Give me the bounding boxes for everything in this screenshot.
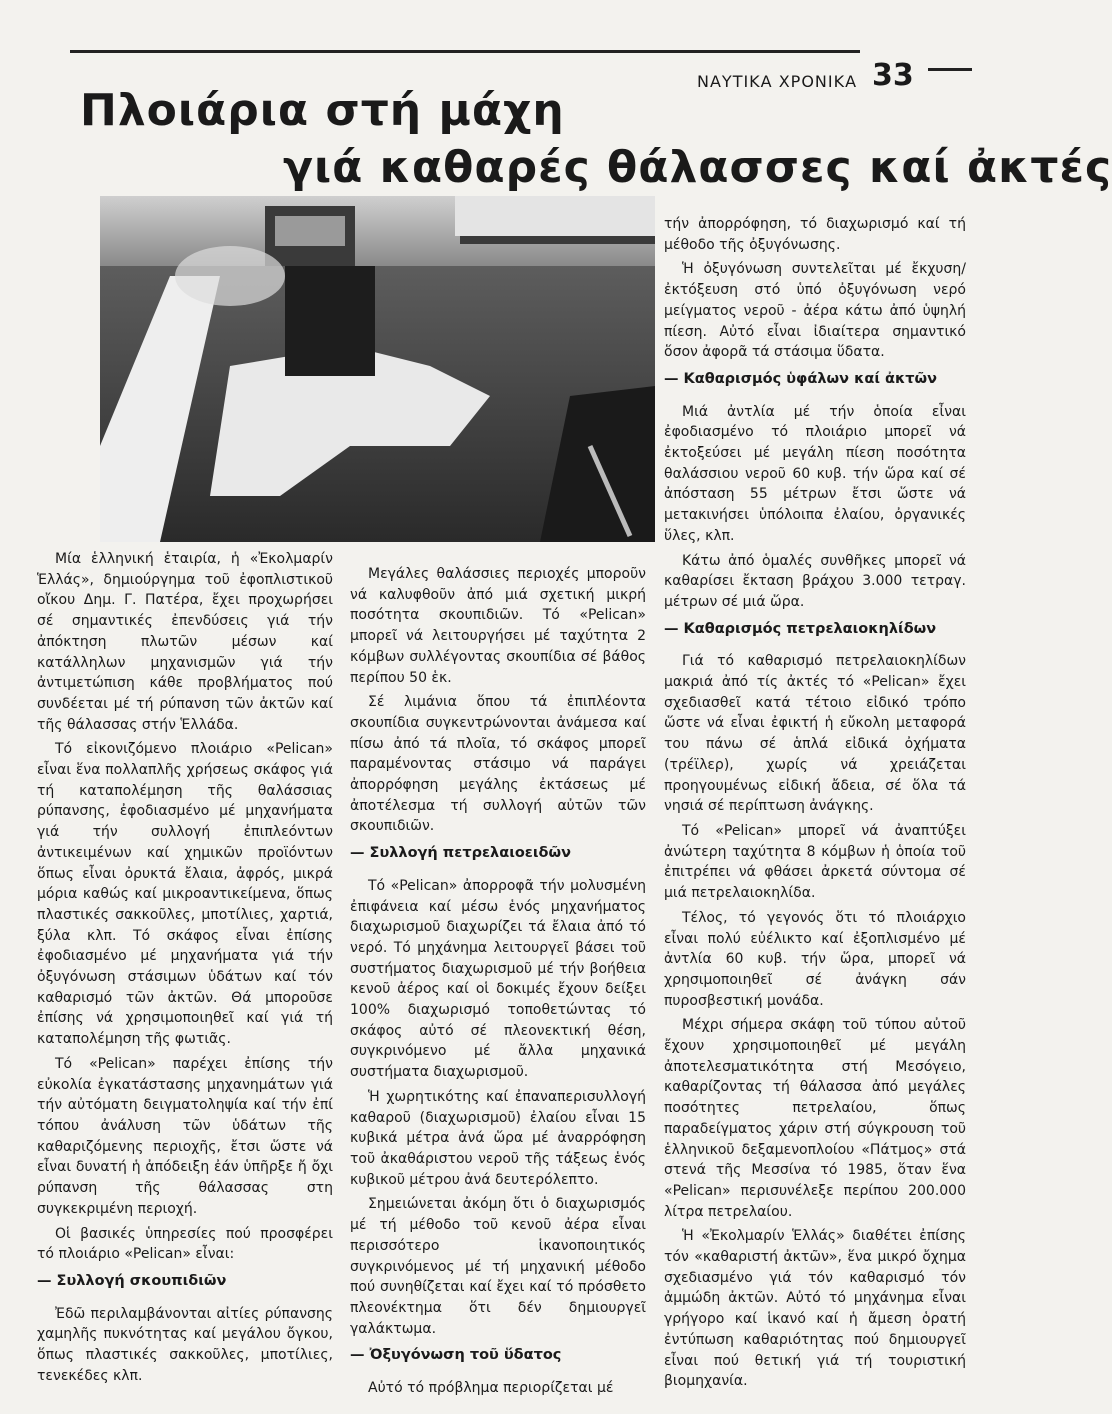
- page-number: 33: [872, 58, 914, 93]
- col2-paragraph-4: Ἡ χωρητικότης καί ἐπαναπερισυλλογή καθαροῦ (διαχωρισμοῦ) ἐλαίου εἶναι 15 κυβικά μέτρα ἀνά ὥρα μέ ἀναρρόφηση τοῦ ἀκαθάριστου νεροῦ τῆς τάξεως ἑνός κυβικοῦ μέτρου ἀνά δευτερόλεπτο.: [350, 1088, 646, 1188]
- header-rule-left: [70, 50, 860, 53]
- col1-heading-garbage: — Συλλογή σκουπιδιῶν: [37, 1272, 227, 1289]
- col3-paragraph-9: Ἡ «Ἐκολμαρίν Ἑλλάς» διαθέτει ἐπίσης τόν «καθαριστή ἀκτῶν», ἕνα μικρό ὄχημα σχεδιασμένο γιά τόν καθαρισμό τόν ἀμμώδη ἀκτῶν. Αὐτό τό μηχάνημα εἶναι γρήγορο καί ἱκανό καί ἡ ἄμεση ὁρατή ἐντύπωση καθαριότητας πού δημιουργεῖ εἶναι πού θετική γιά τή τουριστική βιομηχανία.: [664, 1228, 966, 1390]
- col2-paragraph-1: Μεγάλες θαλάσσιες περιοχές μποροῦν νά καλυφθοῦν ἀπό μιά σχετική μικρή ποσότητα σκουπιδιῶν. Τό «Pelican» μπορεῖ νά λειτουργήσει μέ ταχύτητα 2 κόμβων συλλέγοντας σκουπίδια σέ βάθος περίπου 50 ἑκ.: [350, 566, 646, 686]
- col3-paragraph-3: Μιά ἀντλία μέ τήν ὁποία εἶναι ἐφοδιασμένο τό πλοιάριο μπορεῖ νά ἐκτοξεύσει μέ μεγάλη πίεση ποσότητα θαλάσσιου νεροῦ 60 κυβ. τήν ὥρα καί σέ ἀπόσταση 55 μέτρων ἔτσι ὥστε νά μετακινήσει ὑπόλοιπα ἐλαίου, ὀργανικές ὕλες, κλπ.: [664, 403, 966, 544]
- col3-paragraph-6: Τό «Pelican» μπορεῖ νά ἀναπτύξει ἀνώτερη ταχύτητα 8 κόμβων ἡ ὁποία τοῦ ἐπιτρέπει νά φθάσει ἀρκετά σύντομα σέ μιά πετρελαιοκηλίδα.: [664, 822, 966, 902]
- column-2: [350, 564, 646, 1403]
- magazine-name: ΝΑΥΤΙΚΑ ΧΡΟΝΙΚΑ: [697, 72, 858, 91]
- col2-paragraph-3: Τό «Pelican» ἀπορροφᾶ τήν μολυσμένη ἐπιφάνεια καί μέσω ἑνός μηχανήματος διαχωρισμοῦ διαχωρίζει τά ἔλαια ἀπό τό νερό. Τό μηχάνημα λειτουργεῖ βάσει τοῦ συστήματος διαχωρισμοῦ μέ τήν βοήθεια κενοῦ ἀέρος καί οἱ δοκιμές ἔχουν δείξει 100% διαχωρισμό τοποθετώντας τό σκάφος αὐτό σέ πλεονεκτική θέση, συγκρινόμενο μέ ἄλλα μηχανικά συστήματα διαχωρισμοῦ.: [350, 877, 646, 1081]
- col1-paragraph-1: Μία ἑλληνική ἑταιρία, ἡ «Ἐκολμαρίν Ἑλλάς», δημιούργημα τοῦ ἐφοπλιστικοῦ οἴκου Δημ. Γ. Πατέρα, ἔχει προχωρήσει σέ σημαντικές ἐπενδύσεις γιά τήν ἀπόκτηση πλωτῶν μέσων καί κατάλληλων μηχανισμῶν γιά τήν ἀντιμετώπιση κάθε προβλήματος πού συνδέεται μέ τή ρύπανση τῶν ἀκτῶν καί τῆς θάλασσας στήν Ἑλλάδα.: [37, 551, 333, 733]
- water-spray: [175, 246, 285, 306]
- col3-paragraph-5: Γιά τό καθαρισμό πετρελαιοκηλίδων μακριά ἀπό τίς ἀκτές τό «Pelican» ἔχει σχεδιασθεῖ κατά τέτοιο εἰδικό τρόπο ὥστε νά εἶναι ἐφικτή ἡ εὔκολη μεταφορά του πάνω σέ ἁπλά εἰδικά ὀχήματα (τρέϊλερ), χωρίς νά χρειάζεται προηγουμένως εἰδική ἄδεια, σέ ὅλα τά νησιά σέ περίπτωση ἀνάγκης.: [664, 653, 966, 815]
- ship-hull-right: [455, 196, 655, 236]
- col3-paragraph-7: Τέλος, τό γεγονός ὅτι τό πλοιάρχιο εἶναι πολύ εὐέλικτο καί ἐξοπλισμένο μέ ἀντλία 60 κυβ. τήν ὥρα, μπορεῖ νά χρησιμοποιηθεῖ σέ ἀνάγκη σάν πυροσβεστική μονάδα.: [664, 909, 966, 1009]
- col2-paragraph-2: Σέ λιμάνια ὅπου τά ἐπιπλέοντα σκουπίδια συγκεντρώνονται ἀνάμεσα καί πίσω ἀπό τά πλοῖα, τό σκάφος μπορεῖ παραμένοντας στάσιμο νά παράγει ἀπορρόφηση μεγάλης ἐκτάσεως μέ ἀποτέλεσμα τή συλλογή αὐτῶν τῶν σκουπιδιῶν.: [350, 694, 646, 835]
- col3-heading-reefs: — Καθαρισμός ὑφάλων καί ἀκτῶν: [664, 370, 938, 387]
- col1-paragraph-4: Οἱ βασικές ὑπηρεσίες πού προσφέρει τό πλοιάριο «Pelican» εἶναι:: [37, 1225, 333, 1263]
- column-3: [664, 214, 966, 1396]
- title-line-1: Πλοιάρια στή μάχη: [80, 85, 565, 136]
- title-line-2: γιά καθαρές θάλασσες καί ἀκτές: [283, 142, 1112, 193]
- column-1: [37, 549, 333, 1390]
- col3-heading-oil-slicks: — Καθαρισμός πετρελαιοκηλίδων: [664, 620, 937, 637]
- col3-paragraph-1: τήν ἀπορρόφηση, τό διαχωρισμό καί τή μέθοδο τῆς ὀξυγόνωσης.: [664, 216, 966, 253]
- boat-photo: [100, 196, 655, 542]
- cabin-window: [275, 216, 345, 246]
- col1-paragraph-3: Τό «Pelican» παρέχει ἐπίσης τήν εὐκολία ἐγκατάστασης μηχανημάτων γιά τήν αὐτόματη δειγματοληψία καί τήν ἐπί τόπου ἀνάλυση τῶν ὑδάτων τῆς καθαριζόμενης περιοχῆς, ἔτσι ὥστε νά εἶναι δυνατή ἡ ἀπόδειξη ἐάν ὑπῆρξε ἤ ὄχι ρύπανση τῆς θάλασσας στη συγκεκριμένη περιοχή.: [37, 1055, 333, 1217]
- col2-paragraph-5: Σημειώνεται ἀκόμη ὅτι ὁ διαχωρισμός μέ τή μέθοδο τοῦ κενοῦ ἀέρα εἶναι περισσότερο ἱκανοποιητικός συγκρινόμενος μέ τή μηχανική μέθοδο πού συνηθίζεται καί ἔχει καί τό πρόσθετο πλεονέκτημα ὅτι δέν δημιουργεῖ γαλάκτωμα.: [350, 1196, 646, 1337]
- boat-machinery: [285, 266, 375, 376]
- header-rule-right: [928, 68, 972, 71]
- pier: [460, 236, 655, 244]
- col3-paragraph-2: Ἡ ὀξυγόνωση συντελεῖται μέ ἔκχυση/ἐκτόξευση στό ὑπό ὀξυγόνωση νερό μείγματος νεροῦ - ἀέρα κάτω ἀπό ὑψηλή πίεση. Αὐτό εἶναι ἰδιαίτερα σημαντικό ὅσον ἀφορᾶ τά στάσιμα ὕδατα.: [664, 261, 966, 361]
- col3-paragraph-4: Κάτω ἀπό ὁμαλές συνθῆκες μπορεῖ νά καθαρίσει ἔκταση βράχου 3.000 τετραγ. μέτρων σέ μιά ὥρα.: [664, 552, 966, 610]
- col2-heading-oxygenation: — Ὀξυγόνωση τοῦ ὕδατος: [350, 1347, 562, 1364]
- col1-paragraph-5: Ἐδῶ περιλαμβάνονται αἰτίες ρύπανσης χαμηλῆς πυκνότητας καί μεγάλου ὄγκου, ὅπως πλαστικές σακκοῦλες, μποτίλιες, τενεκέδες κλπ.: [37, 1305, 333, 1384]
- col2-paragraph-6: Αὐτό τό πρόβλημα περιορίζεται μέ: [368, 1380, 614, 1397]
- col2-heading-oil: — Συλλογή πετρελαιοειδῶν: [350, 845, 571, 862]
- col3-paragraph-8: Μέχρι σήμερα σκάφη τοῦ τύπου αὐτοῦ ἔχουν χρησιμοποιηθεῖ μέ μεγάλη ἀποτελεσματικότητα στή Μεσόγειο, καθαρίζοντας τή θάλασσα ἀπό μεγάλες ποσότητες πετρελαίου, ὅπως παραδείγματος χάριν στή σύγκρουση τοῦ ἑλληνικοῦ δεξαμενοπλοίου «Πάτμος» στά στενά τῆς Μεσσίνα τό 1985, ὅταν ἕνα «Pelican» περισυνέλεξε περίπου 200.000 λίτρα πετρελαίου.: [664, 1017, 966, 1220]
- col1-paragraph-2: Τό εἰκονιζόμενο πλοιάριο «Pelican» εἶναι ἕνα πολλαπλῆς χρήσεως σκάφος γιά τή καταπολέμηση τῆς θαλάσσιας ρύπανσης, ἐφοδιασμένο μέ μηχανήματα γιά τήν συλλογή ἐπιπλεόντων ἀντικειμένων καί χημικῶν προϊόντων ὅπως εἶναι ὀρυκτά ἔλαια, ἀφρός, μικρά μόρια καθώς καί μικροαντικείμενα, ὅπως πλαστικές σακκοῦλες, μποτίλιες, χαρτιά, ξύλα κλπ. Τό σκάφος εἶναι ἐπίσης ἐφοδιασμένο μέ μηχανήματα γιά τήν ὀξυγόνωση στάσιμων ὑδάτων καί τόν καθαρισμό τῶν ἀκτῶν. Θά μποροῦσε ἐπίσης νά χρησιμοποιηθεῖ καί γιά τή καταπολέμηση τῆς φωτιᾶς.: [37, 741, 333, 1048]
